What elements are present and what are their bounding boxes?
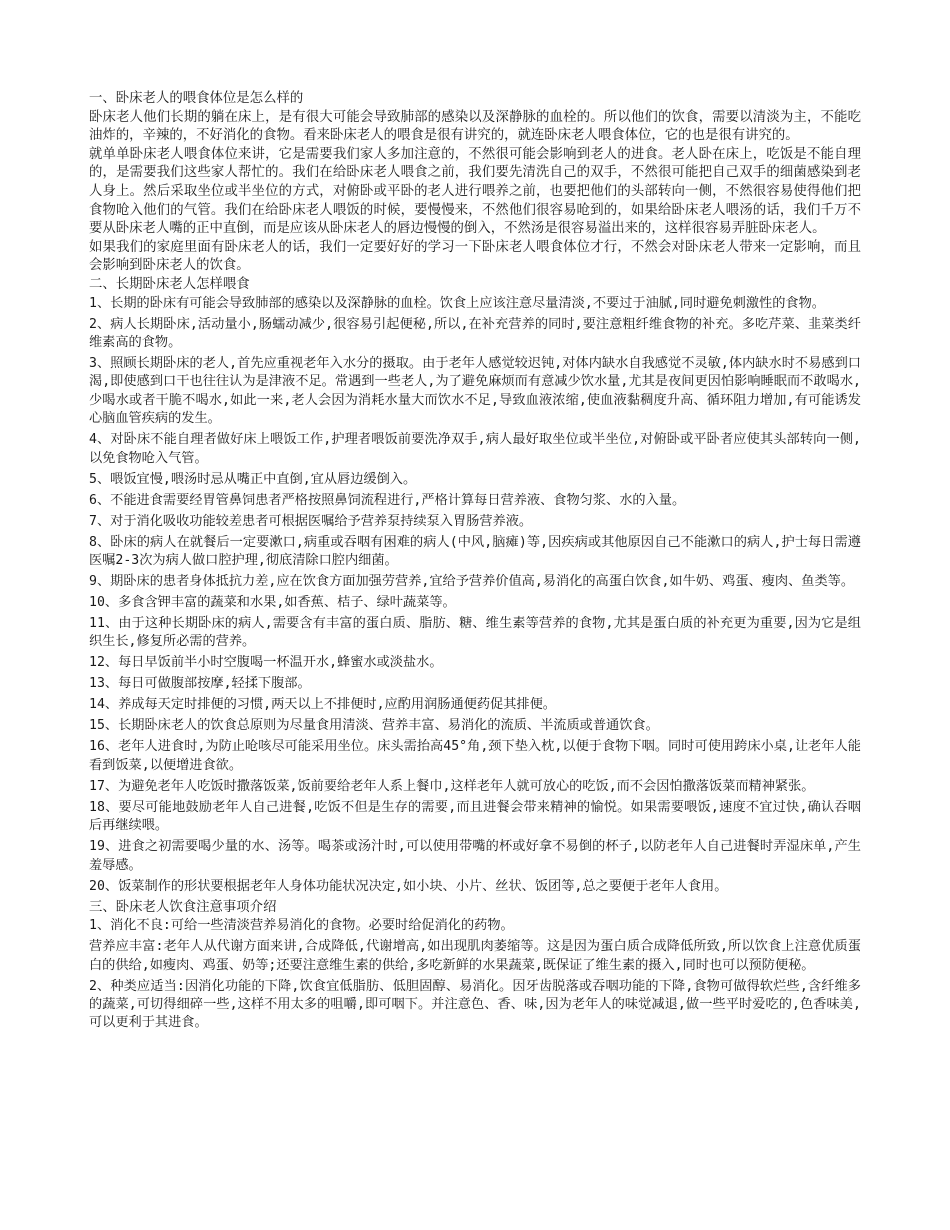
section-2-item: 5、喂饭宜慢,喂汤时忌从嘴正中直倒,宜从唇边缓倒入。 <box>89 471 417 487</box>
section-1-paragraph: 卧床老人他们长期的躺在床上，是有很大可能会导致肺部的感染以及深静脉的血栓的。所以他们的饮食，需要以清淡为主，不能吃油炸的，辛辣的，不好消化的食物。看来卧床老人的喂食是很有讲究的，就连卧床老人喂食体位，它的也是很有讲究的。 <box>89 109 861 144</box>
section-2-item: 20、饭菜制作的形状要根据老年人身体功能状况决定,如小块、小片、丝状、饭团等,总之要便于老年人食用。 <box>89 878 728 894</box>
section-2-item: 19、进食之初需要喝少量的水、汤等。喝茶或汤汁时,可以使用带嘴的杯或好拿不易倒的杯子,以防老年人自己进餐时弄湿床单,产生羞辱感。 <box>89 839 861 873</box>
document-body <box>89 90 861 1035</box>
section-2-item: 10、多食含钾丰富的蔬菜和水果,如香蕉、桔子、绿叶蔬菜等。 <box>89 594 456 610</box>
section-2-item: 17、为避免老年人吃饭时撒落饭菜,饭前要给老年人系上餐巾,这样老年人就可放心的吃饭,而不会因怕撒落饭菜而精神紧张。 <box>89 778 815 794</box>
section-3-item: 1、消化不良:可给一些清淡营养易消化的食物。必要时给促消化的药物。 <box>89 918 514 934</box>
section-2-item: 15、长期卧床老人的饮食总原则为尽量食用清淡、营养丰富、易消化的流质、半流质或普通饮食。 <box>89 718 659 734</box>
section-2-item: 11、由于这种长期卧床的病人,需要含有丰富的蛋白质、脂肪、糖、维生素等营养的食物,尤其是蛋白质的补充更为重要,因为它是组织生长,修复所必需的营养。 <box>89 615 861 650</box>
section-2-item: 14、养成每天定时排便的习惯,两天以上不排便时,应酌用润肠通便药促其排便。 <box>89 697 556 713</box>
section-2-item: 13、每日可做腹部按摩,轻揉下腹部。 <box>89 676 311 692</box>
section-2-item: 12、每日早饭前半小时空腹喝一杯温开水,蜂蜜水或淡盐水。 <box>89 655 443 671</box>
section-3-item: 2、种类应适当:因消化功能的下降,饮食宜低脂肪、低胆固醇、易消化。因牙齿脱落或吞咽功能的下降,食物可做得软烂些,含纤维多的蔬菜,可切得细碎一些,这样不用太多的咀嚼,即可咽下。并注意色、香、味,因为老年人的味觉减退,做一些平时爱吃的,色香味美,可以更利于其进食。 <box>89 978 861 1031</box>
section-2-item: 1、长期的卧床有可能会导致肺部的感染以及深静脉的血栓。饮食上应该注意尽量清淡,不要过于油腻,同时避免刺激性的食物。 <box>89 295 825 311</box>
section-2-item: 9、期卧床的患者身体抵抗力差,应在饮食方面加强劳营养,宜给予营养价值高,易消化的高蛋白饮食,如牛奶、鸡蛋、瘦肉、鱼类等。 <box>89 573 855 589</box>
section-3-item: 营养应丰富:老年人从代谢方面来讲,合成降低,代谢增高,如出现肌肉萎缩等。这是因为蛋白质合成降低所致,所以饮食上注意优质蛋白的供给,如瘦肉、鸡蛋、奶等;还要注意维生素的供给,多吃新鲜的水果蔬菜,既保证了维生素的摄入,同时也可以预防便秘。 <box>89 939 861 973</box>
section-2-item: 16、老年人进食时,为防止呛咳尽可能采用坐位。床头需抬高45°角,颈下垫入枕,以便于食物下咽。同时可使用跨床小桌,让老年人能看到饭菜,以便增进食欲。 <box>89 739 861 773</box>
section-heading-2: 二、长期卧床老人怎样喂食 <box>89 276 250 292</box>
section-2-item: 8、卧床的病人在就餐后一定要漱口,病重或吞咽有困难的病人(中风,脑瘫)等,因疾病或其他原因自己不能漱口的病人,护士每日需遵医嘱2-3次为病人做口腔护理,彻底清除口腔内细菌。 <box>89 534 861 568</box>
section-2-item: 7、对于消化吸收功能较差患者可根据医嘱给予营养泵持续泵入胃肠营养液。 <box>89 513 533 529</box>
section-2-item: 3、照顾长期卧床的老人,首先应重视老年入水分的摄取。由于老年人感觉较迟钝,对体内缺水自我感觉不灵敏,体内缺水时不易感到口渴,即使感到口干也往往认为是津液不足。常遇到一些老人,为了避免麻烦而有意减少饮水量,尤其是夜间更因怕影响睡眠而不敢喝水,少喝水或者干脆不喝水,如此一来,老人会因为消耗水量大而饮水不足,导致血液浓缩,使血液黏稠度升高、循环阻力增加,有可能诱发心脑血管疾病的发生。 <box>89 355 861 427</box>
section-heading-3: 三、卧床老人饮食注意事项介绍 <box>89 899 277 915</box>
section-2-item: 18、要尽可能地鼓励老年人自己进餐,吃饭不但是生存的需要,而且进餐会带来精神的愉悦。如果需要喂饭,速度不宜过快,确认吞咽后再继续喂。 <box>89 799 861 834</box>
section-heading-1: 一、卧床老人的喂食体位是怎么样的 <box>89 91 304 106</box>
section-2-item: 2、病人长期卧床,活动量小,肠蠕动减少,很容易引起便秘,所以,在补充营养的同时,要注意粗纤维食物的补充。多吃芹菜、韭菜类纤维素高的食物。 <box>89 316 861 350</box>
section-1-paragraph: 如果我们的家庭里面有卧床老人的话，我们一定要好好的学习一下卧床老人喂食体位才行，不然会对卧床老人带来一定影响，而且会影响到卧床老人的饮食。 <box>89 239 861 274</box>
section-2-item: 6、不能进食需要经胃管鼻饲患者严格按照鼻饲流程进行,严格计算每日营养液、食物匀浆、水的入量。 <box>89 492 686 508</box>
section-2-item: 4、对卧床不能自理者做好床上喂饭工作,护理者喂饭前要洗净双手,病人最好取坐位或半坐位,对俯卧或平卧者应使其头部转向一侧,以免食物呛入气管。 <box>89 432 861 466</box>
section-1-paragraph: 就单单卧床老人喂食体位来讲，它是需要我们家人多加注意的，不然很可能会影响到老人的进食。老人卧在床上，吃饭是不能自理的，是需要我们这些家人帮忙的。我们在给卧床老人喂食之前，我们要先清洗自己的双手，不然很可能把自己双手的细菌感染到老人身上。然后采取坐位或半坐位的方式，对俯卧或平卧的老人进行喂养之前，也要把他们的头部转向一侧，不然很容易使得他们把食物呛入他们的气管。我们在给卧床老人喂饭的时候，要慢慢来，不然他们很容易呛到的，如果给卧床老人喂汤的话，我们千万不要从卧床老人嘴的正中直倒，而是应该从卧床老人的唇边慢慢的倒入，不然汤是很容易溢出来的，这样很容易弄脏卧床老人。 <box>89 146 861 237</box>
